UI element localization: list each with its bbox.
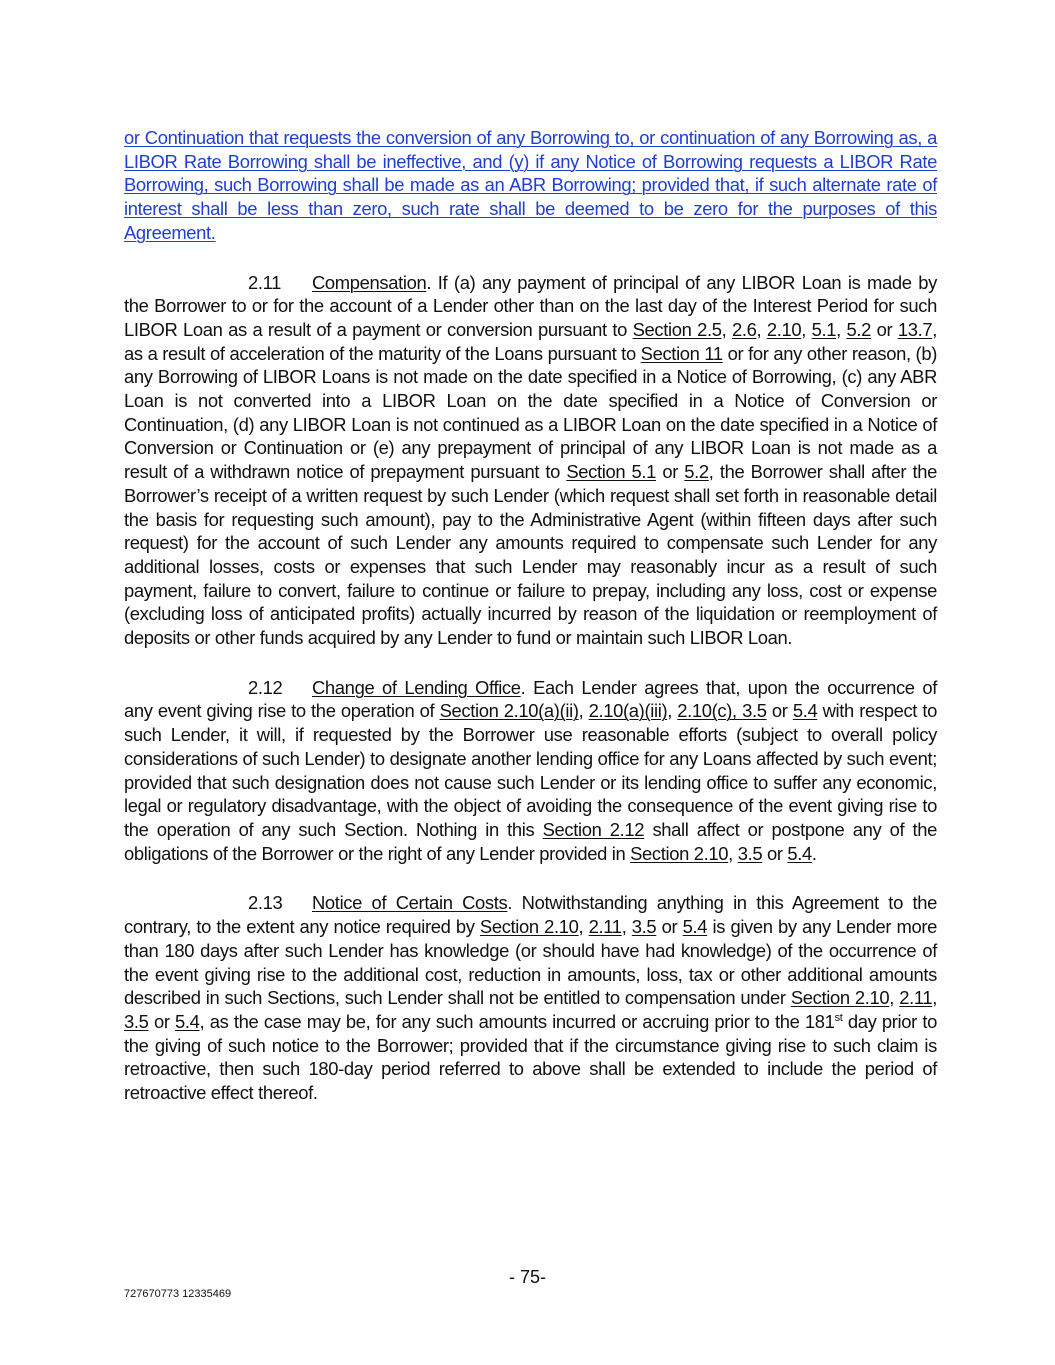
page-number: - 75- xyxy=(508,1267,546,1287)
cross-reference[interactable]: 2.6 xyxy=(731,318,757,340)
cross-reference[interactable]: 3.5 xyxy=(737,842,763,864)
section-2-12: 2.12 Change of Lending Office. Each Lender agrees that, upon the occurrence of any event giving rise to the operation of Section 2.10(a)(ii), 2.10(a)(iii), 2.10(c), 3.5 or 5.4 with respect to such Lender, it will, if requested by the Borrower use reasonable efforts (subject to overall policy considerations of such Lender) to designate another lending office for any Loans affected by such event; provided that such designation does not cause such Lender or its lending office to suffer any economic, legal or regulatory disadvantage, with the object of avoiding the consequence of the event giving rise to the operation of any such Section. Nothing in this Section 2.12 shall affect or postpone any of the obligations of the Borrower or the right of any Lender provided in Section 2.10, 3.5 or 5.4. xyxy=(124,676,938,864)
cross-reference[interactable]: 13.7 xyxy=(897,318,933,340)
cross-reference[interactable]: 2.11 xyxy=(588,916,622,938)
intro-paragraph xyxy=(124,126,937,245)
cross-reference[interactable]: 2.10(a)(iii) xyxy=(588,700,668,722)
cross-reference[interactable]: 5.4 xyxy=(682,916,708,938)
cross-reference[interactable]: 3.5 xyxy=(124,1010,149,1032)
cross-reference[interactable]: 5.4 xyxy=(175,1010,200,1032)
cross-reference[interactable]: Section 11 xyxy=(640,342,723,364)
cross-reference[interactable]: 2.10(c), 3.5 xyxy=(677,700,767,722)
section-number: 2.12 xyxy=(248,676,283,698)
document-page xyxy=(124,126,937,1131)
cross-reference[interactable]: Section 2.5 xyxy=(632,318,722,340)
section-number: 2.11 xyxy=(248,271,282,293)
section-heading: Compensation xyxy=(312,271,427,293)
ordinal-superscript: st xyxy=(834,1011,843,1024)
document-id: 727670773 12335469 xyxy=(124,1288,232,1300)
cross-reference[interactable]: 5.4 xyxy=(787,842,812,864)
cross-reference[interactable]: 3.5 xyxy=(631,916,657,938)
section-2-11: 2.11 Compensation. If (a) any payment of principal of any LIBOR Loan is made by the Borrower to or for the account of a Lender other than on the last day of the Interest Period for such LIBOR Loan as a result of a payment or conversion pursuant to Section 2.5, 2.6, 2.10, 5.1, 5.2 or 13.7, as a result of acceleration of the maturity of the Loans pursuant to Section 11 or for any other reason, (b) any Borrowing of LIBOR Loans is not made on the date specified in a Notice of Borrowing, (c) any ABR Loan is not converted into a LIBOR Loan on the date specified in a Notice of Conversion or Continuation, (d) any LIBOR Loan is not continued as a LIBOR Loan on the date specified in a Notice of Conversion or Continuation or (e) any prepayment of principal of any LIBOR Loan is not made as a result of a withdrawn notice of prepayment pursuant to Section 5.1 or 5.2, the Borrower shall after the Borrower’s receipt of a written request by such Lender (which request shall set forth in reasonable detail the basis for requesting such amount), pay to the Administrative Agent (within fifteen days after such request) for the account of such Lender any amounts required to compensate such Lender for any additional losses, costs or expenses that such Lender may reasonably incur as a result of such payment, failure to convert, failure to continue or failure to prepay, including any loss, cost or expense (excluding loss of anticipated profits) actually incurred by reason of the liquidation or reemployment of deposits or other funds acquired by any Lender to fund or maintain such LIBOR Loan. xyxy=(124,271,937,649)
section-number: 2.13 xyxy=(248,892,283,914)
cross-reference[interactable]: Section 2.12 xyxy=(542,818,645,840)
inserted-text: or Continuation that requests the conversion of any Borrowing to, or continuation of any Borrowing as, a LIBOR Rate Borrowing shall be ineffective, and (y) if any Notice of Borrowing requests a LIBOR Rate Borrowing, such Borrowing shall be made as an ABR Borrowing; provided that, if such alternate rate of interest shall be less than zero, such rate shall be deemed to be zero for the purposes of this Agreement. xyxy=(124,127,937,243)
cross-reference[interactable]: 5.2 xyxy=(846,318,871,340)
cross-reference[interactable]: 5.1 xyxy=(811,318,837,340)
cross-reference[interactable]: Section 5.1 xyxy=(566,461,657,483)
cross-reference[interactable]: 5.2 xyxy=(684,461,709,483)
cross-reference[interactable]: 2.11 xyxy=(899,987,933,1009)
section-heading: Notice of Certain Costs xyxy=(312,892,508,914)
section-2-13: 2.13 Notice of Certain Costs. Notwithstanding anything in this Agreement to the contrary, to the extent any notice required by Section 2.10, 2.11, 3.5 or 5.4 is given by any Lender more than 180 days after such Lender has knowledge (or should have had knowledge) of the occurrence of the event giving rise to the additional cost, reduction in amounts, loss, tax or other additional amounts described in such Sections, such Lender shall not be entitled to compensation under Section 2.10, 2.11, 3.5 or 5.4, as the case may be, for any such amounts incurred or accruing prior to the 181st day prior to the giving of such notice to the Borrower; provided that if the circumstance giving rise to such claim is retroactive, then such 180-day period referred to above shall be extended to include the period of retroactive effect thereof. xyxy=(124,892,938,1104)
cross-reference[interactable]: Section 2.10(a)(ii) xyxy=(439,700,579,722)
cross-reference[interactable]: Section 2.10 xyxy=(630,842,729,864)
cross-reference[interactable]: Section 2.10 xyxy=(479,916,579,938)
section-heading: Change of Lending Office xyxy=(312,676,521,698)
cross-reference[interactable]: 2.10 xyxy=(766,318,802,340)
cross-reference[interactable]: 5.4 xyxy=(792,700,818,722)
cross-reference[interactable]: Section 2.10 xyxy=(790,987,890,1009)
